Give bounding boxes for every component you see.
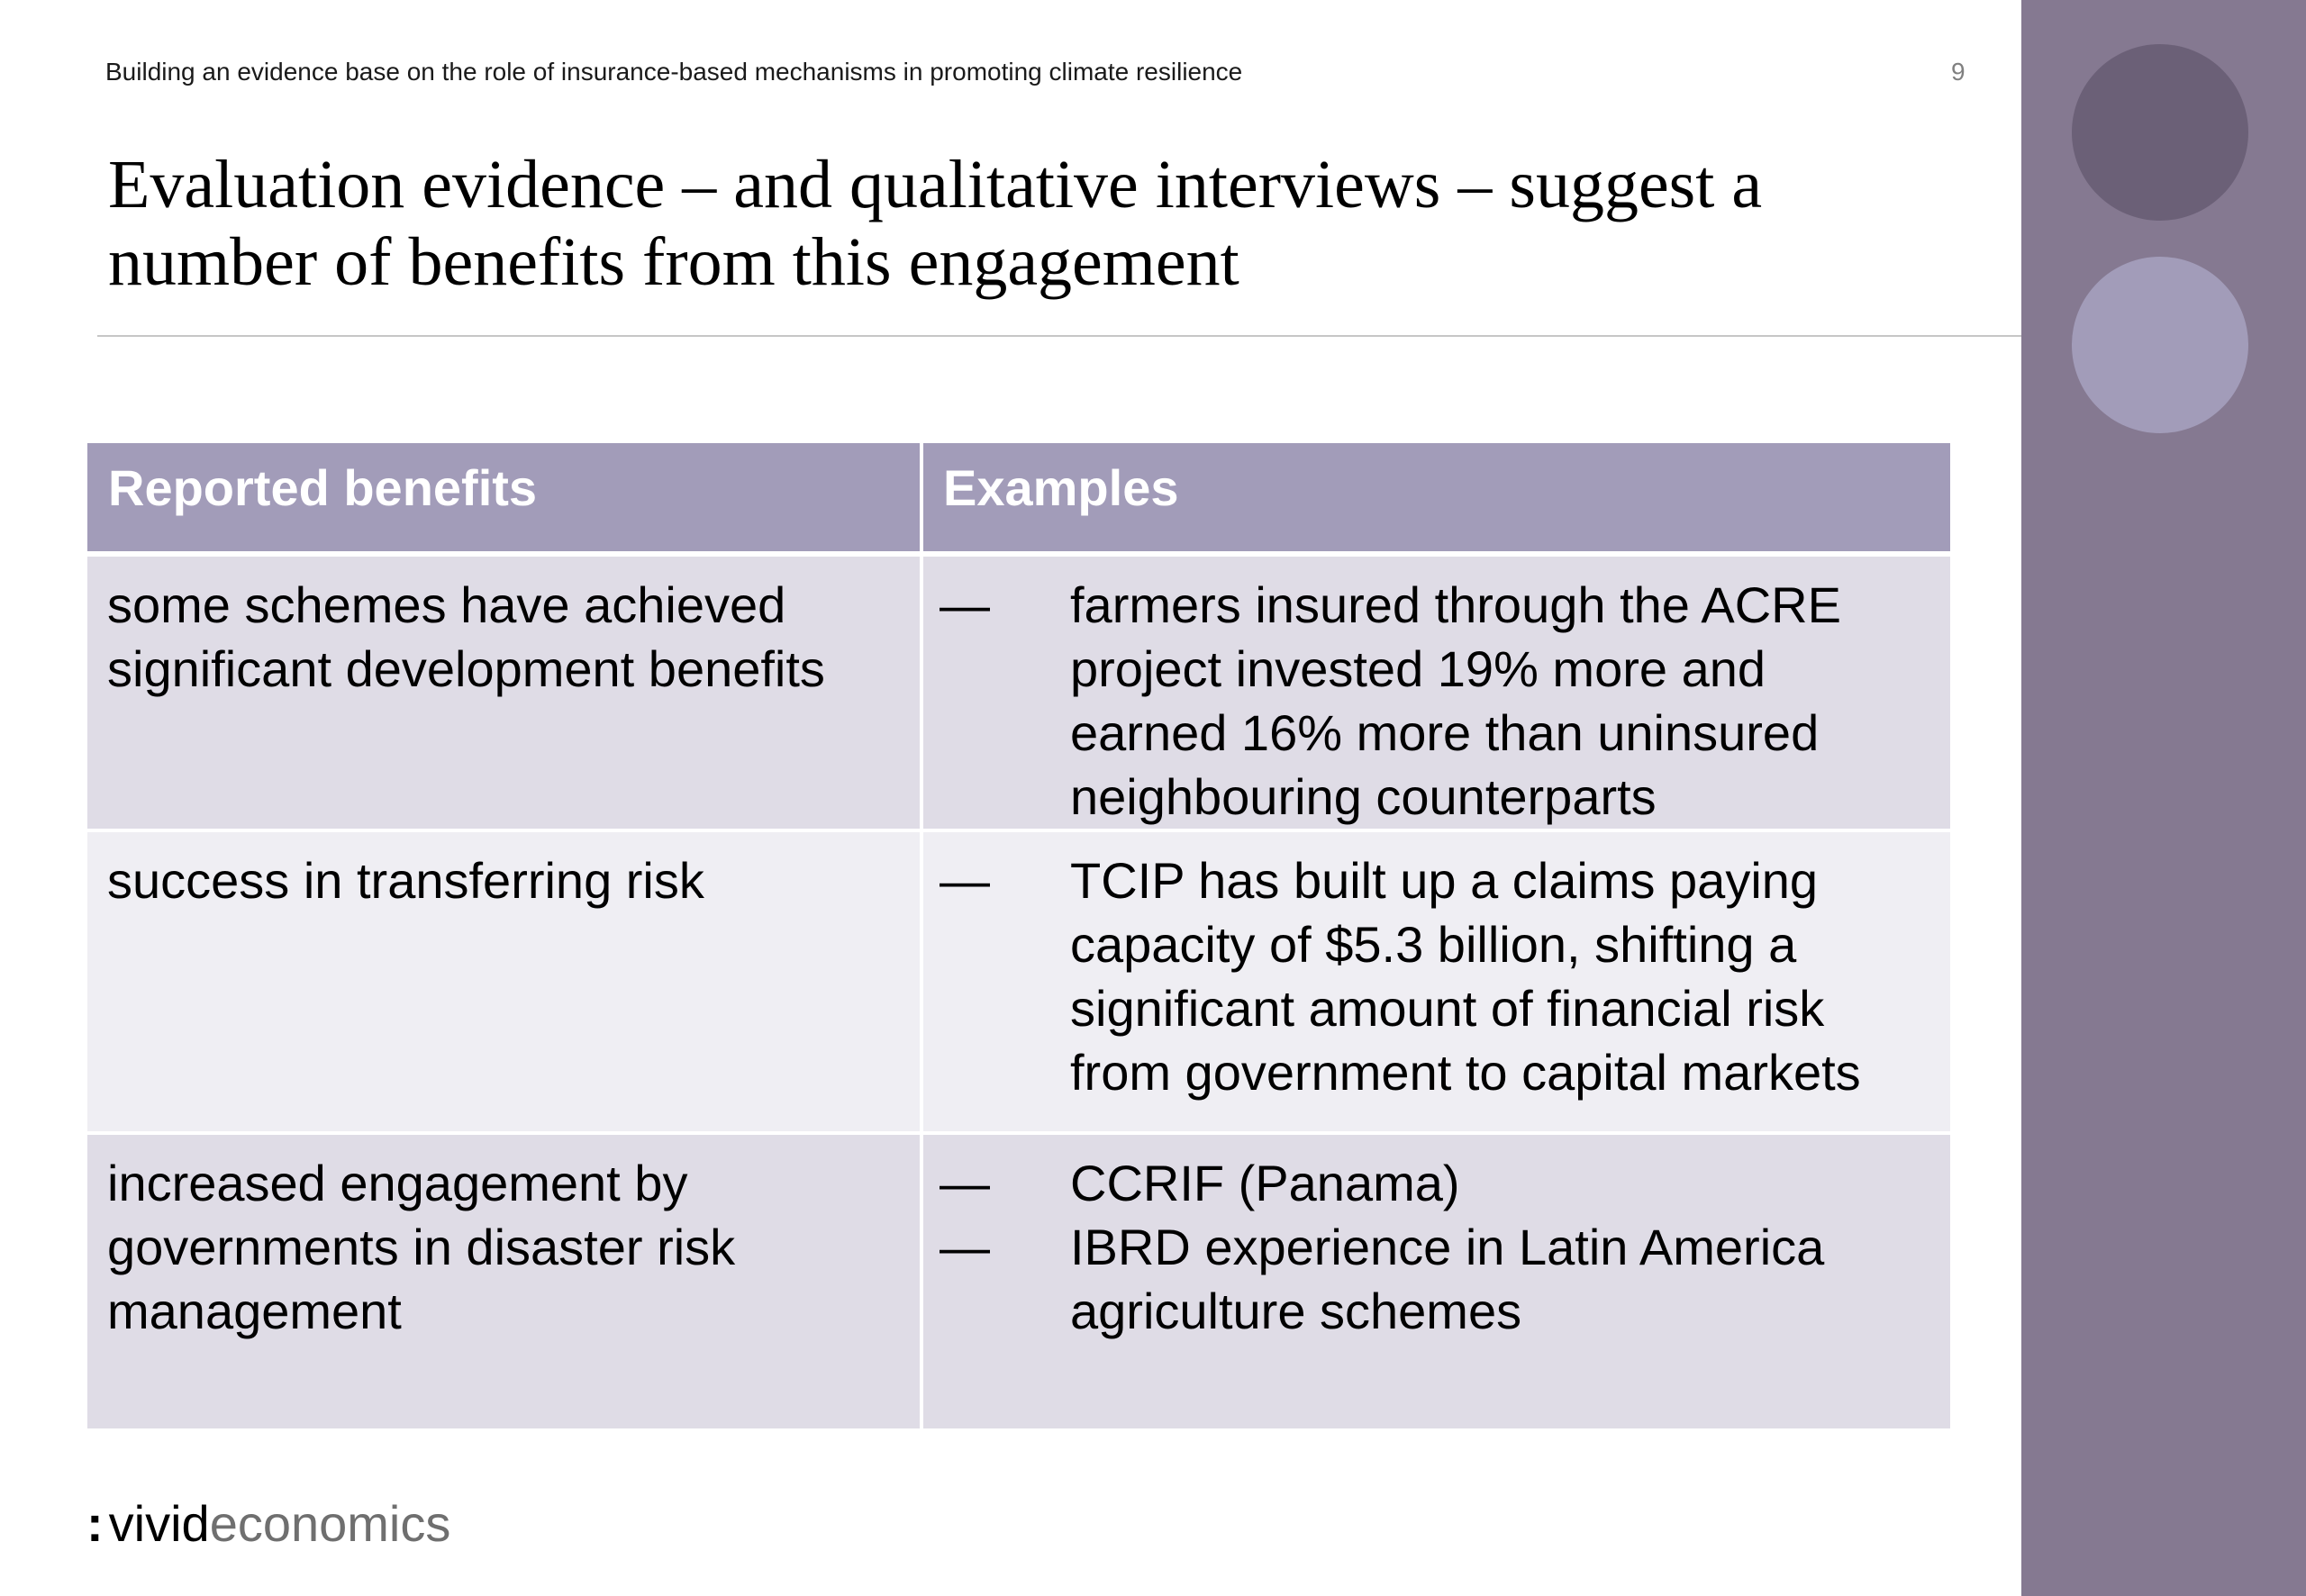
decorative-circle-dark (2072, 44, 2248, 221)
logo-colon-mark: : (86, 1495, 104, 1552)
benefits-table (87, 443, 1950, 1428)
example-text: TCIP has built up a claims paying capacity of $5.3 billion, shifting a significant amount of financial risk from government to capital markets (1070, 852, 1861, 1101)
dash-bullet: — (940, 576, 990, 633)
title-divider (97, 335, 2021, 337)
logo-text-vivid: vivid (108, 1495, 210, 1552)
benefit-cell: success in transferring risk (87, 832, 923, 1135)
dash-bullet: — (940, 852, 990, 909)
table-header-row (87, 443, 1950, 557)
dash-bullet: — (940, 1155, 990, 1211)
list-item (923, 1215, 1950, 1343)
table-row (87, 1135, 1950, 1428)
column-header-examples: Examples (923, 443, 1950, 557)
benefit-cell: increased engagement by governments in disaster risk management (87, 1135, 923, 1428)
examples-list (923, 1151, 1950, 1343)
list-item (923, 1151, 1950, 1215)
example-text: IBRD experience in Latin America agriculture schemes (1070, 1219, 1825, 1339)
examples-cell (923, 832, 1950, 1135)
vivid-economics-logo (86, 1495, 450, 1553)
examples-list (923, 848, 1950, 1104)
decorative-sidebar (2021, 0, 2306, 1596)
running-header: Building an evidence base on the role of insurance-based mechanisms in promoting climate resilience (105, 58, 1243, 86)
dash-bullet: — (940, 1219, 990, 1275)
benefit-cell: some schemes have achieved significant development benefits (87, 557, 923, 832)
list-item (923, 848, 1950, 1104)
example-text: farmers insured through the ACRE project invested 19% more and earned 16% more than uninsured neighbouring counterparts (1070, 576, 1841, 825)
column-header-benefits: Reported benefits (87, 443, 923, 557)
examples-list (923, 573, 1950, 829)
list-item (923, 573, 1950, 829)
example-text: CCRIF (Panama) (1070, 1155, 1460, 1211)
logo-text-economics: economics (209, 1495, 451, 1552)
table-row (87, 557, 1950, 832)
decorative-circle-light (2072, 257, 2248, 433)
slide-title: Evaluation evidence – and qualitative interviews – suggest a number of benefits from this engagement (108, 147, 1763, 300)
table-row (87, 832, 1950, 1135)
page-number: 9 (1951, 58, 1966, 86)
examples-cell (923, 557, 1950, 832)
examples-cell (923, 1135, 1950, 1428)
